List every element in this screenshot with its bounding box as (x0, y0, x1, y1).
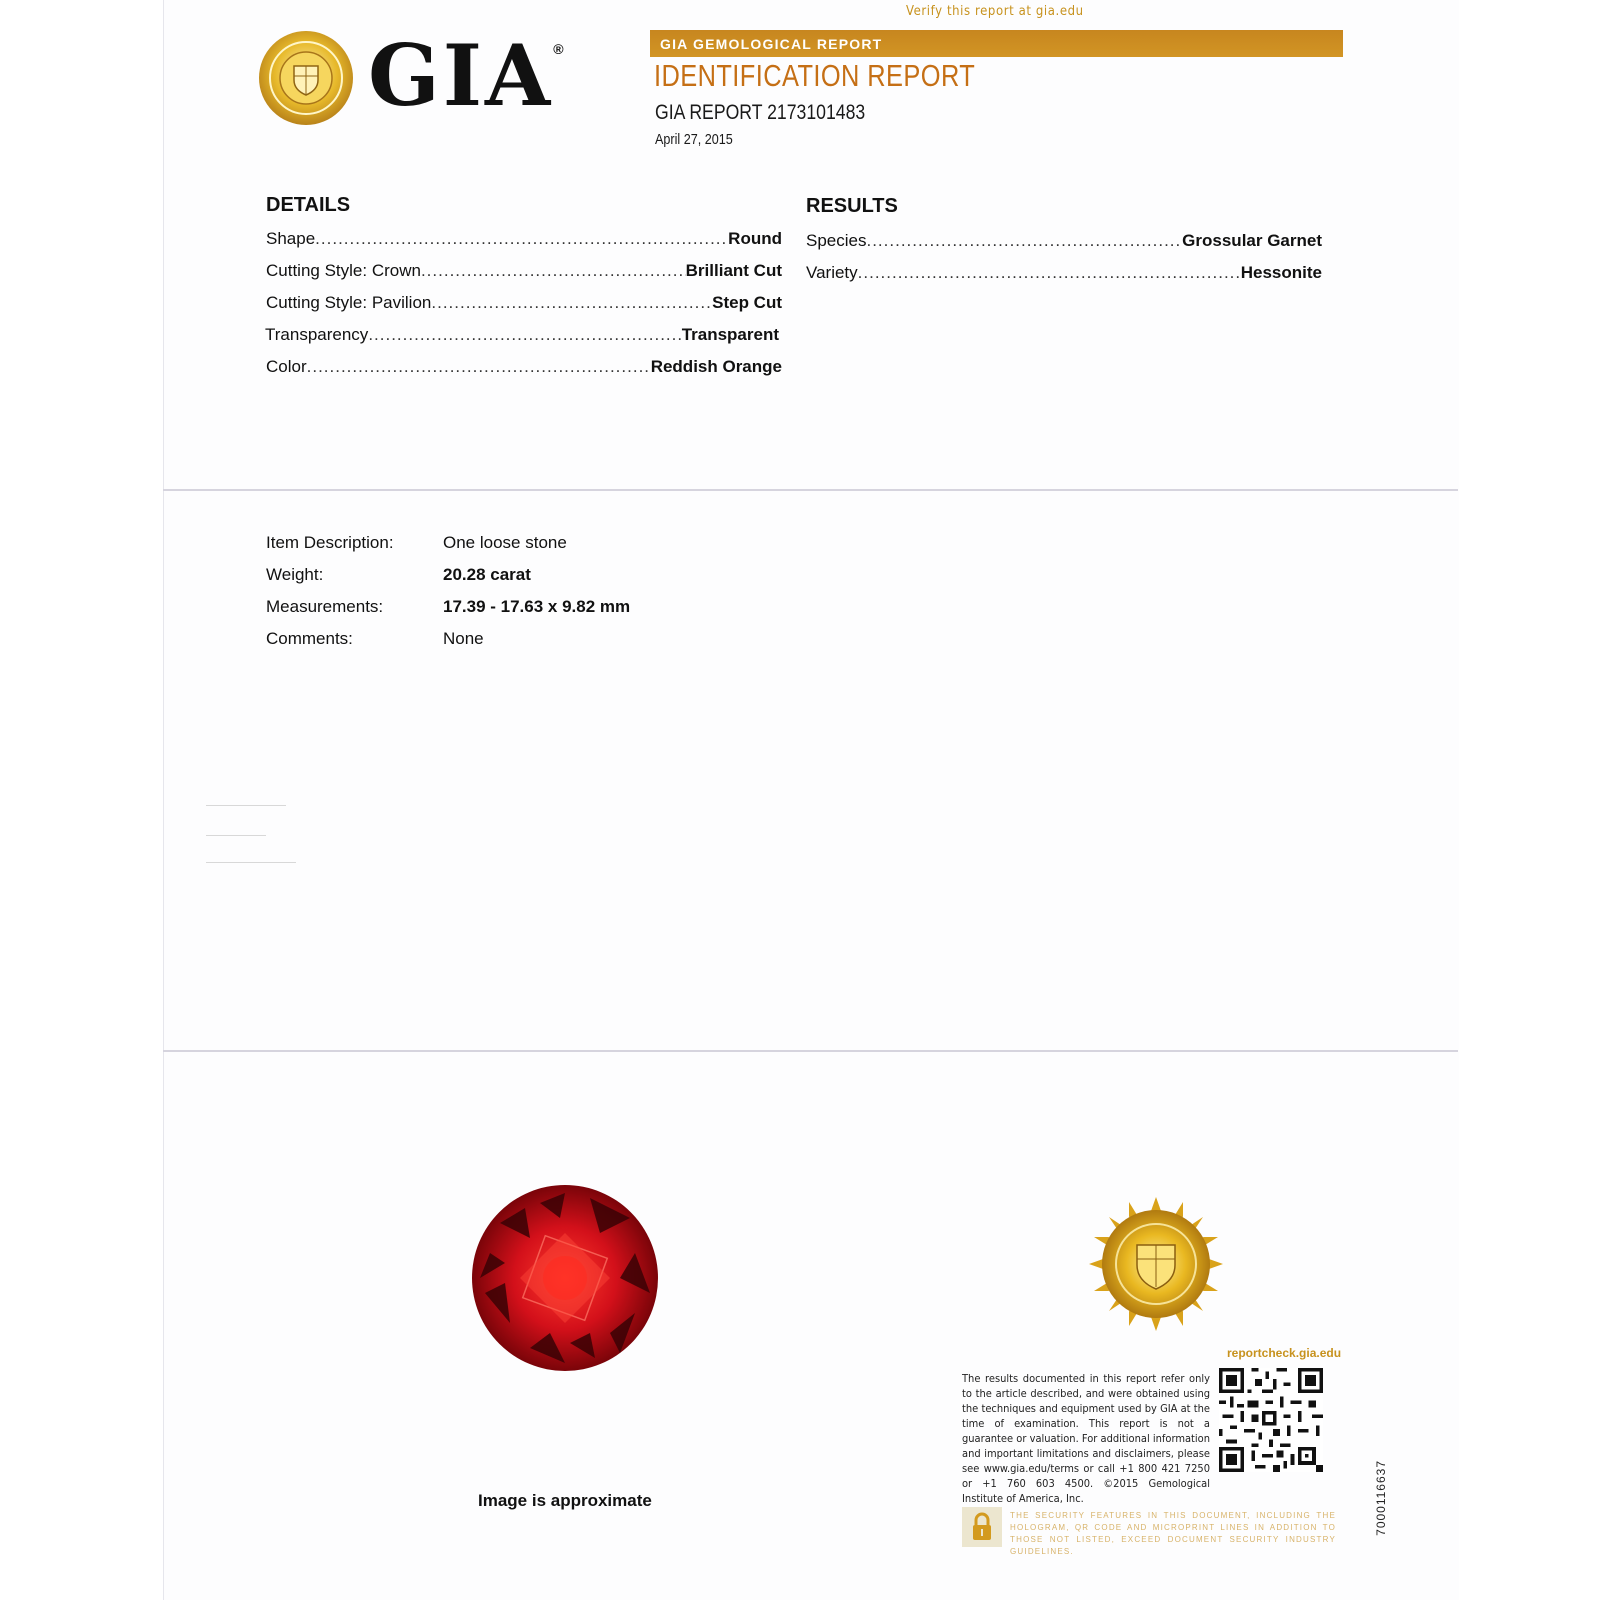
results-row-species: Species ..... Grossular Garnet (806, 231, 1322, 251)
gia-seal-icon (258, 30, 354, 126)
serial-number: 7000116637 (1374, 1460, 1388, 1536)
details-row-pavilion: Cutting Style: Pavilion ..... Step Cut (266, 293, 782, 313)
details-row-shape: Shape ..... Round (266, 229, 782, 249)
reportcheck-link[interactable]: reportcheck.gia.edu (1227, 1346, 1342, 1360)
details-row-crown: Cutting Style: Crown ..... Brilliant Cut (266, 261, 782, 281)
fold-line-bottom (163, 1050, 1458, 1052)
gemstone-image (470, 1183, 660, 1373)
gold-seal-hologram-icon (1089, 1197, 1223, 1331)
details-row-color: Color ..... Reddish Orange (266, 357, 782, 377)
scan-artifact (206, 805, 286, 806)
report-banner: GIA GEMOLOGICAL REPORT (650, 30, 1343, 57)
report-number: GIA REPORT 2173101483 (655, 101, 866, 124)
scan-artifact (206, 862, 296, 863)
details-row-transparency: Transparency ..... Transparent (265, 325, 779, 345)
comments-label: Comments: (266, 629, 353, 648)
verify-link-text[interactable]: Verify this report at gia.edu (906, 4, 1084, 19)
results-heading: RESULTS (806, 195, 898, 217)
scan-artifact (206, 835, 266, 836)
results-row-variety: Variety ..... Hessonite (806, 263, 1322, 283)
measurements-value: 17.39 - 17.63 x 9.82 mm (443, 597, 631, 616)
qr-code-icon[interactable] (1219, 1368, 1323, 1472)
lock-icon (962, 1507, 1002, 1547)
image-caption: Image is approximate (478, 1491, 652, 1510)
report-date: April 27, 2015 (655, 131, 733, 148)
details-heading: DETAILS (266, 194, 351, 216)
weight-value: 20.28 carat (443, 565, 531, 584)
item-description-label: Item Description: (266, 533, 394, 552)
gia-logo: GIA® (368, 26, 567, 125)
lock-badge (962, 1507, 1002, 1547)
disclaimer-text: The results documented in this report refer only to the article described, and were obtained using the techniques and equipment used by GIA at the time of examination. This report is not a guarantee or valuation. For additional information and important limitations and disclaimers, please see www.gia.edu/terms or call +1 800 421 7250 or +1 760 603 4500. ©2015 Gemological Institute of America, Inc. (962, 1372, 1210, 1505)
report-title: IDENTIFICATION REPORT (654, 58, 976, 93)
comments-value: None (443, 629, 484, 648)
fold-line-top (163, 489, 1458, 491)
item-description-value: One loose stone (443, 533, 567, 552)
measurements-label: Measurements: (266, 597, 384, 616)
security-note: THE SECURITY FEATURES IN THIS DOCUMENT, INCLUDING THE HOLOGRAM, QR CODE AND MICROPRINT LINES IN ADDITION TO THOSE NOT LISTED, EXCEED DOCUMENT SECURITY INDUSTRY GUIDELINES. (1010, 1511, 1336, 1556)
weight-label: Weight: (266, 565, 324, 584)
